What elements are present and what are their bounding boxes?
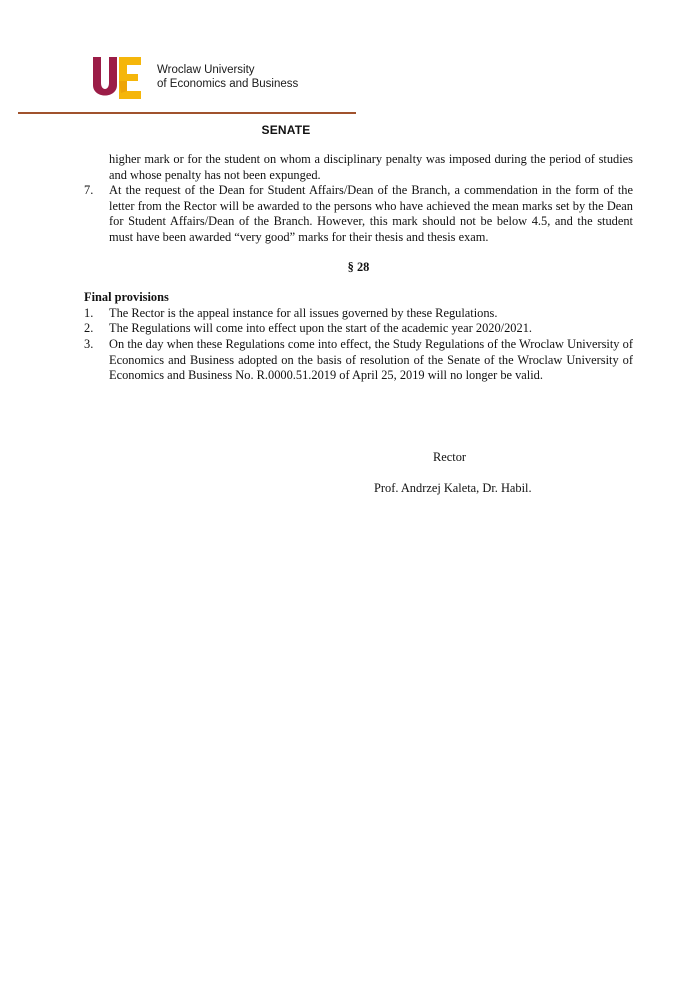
section-number: § 28 bbox=[347, 259, 370, 274]
list-item-number: 1. bbox=[84, 305, 94, 320]
list-item-text: The Rector is the appeal instance for all issues governed by these Regulations. bbox=[109, 305, 498, 320]
continued-paragraph: higher mark or for the student on whom a disciplinary penalty was imposed during the period of studies and whose penalty has not been expunged. bbox=[109, 152, 633, 182]
university-name-line2: of Economics and Business bbox=[157, 78, 299, 90]
list-item bbox=[84, 321, 633, 337]
ue-logo-icon bbox=[92, 55, 142, 101]
list-item-number: 2. bbox=[84, 321, 94, 336]
university-name bbox=[157, 63, 298, 91]
section-heading: Final provisions bbox=[84, 290, 169, 305]
list-item-text: On the day when these Regulations come into effect, the Study Regulations of the Wroclaw University of Economics and Business adopted on the basis of resolution of the Senate of the Wroclaw University of Economics and Business No. R.0000.51.2019 of April 25, 2019 will no longer be valid. bbox=[109, 336, 633, 383]
document-body-label: SENATE bbox=[261, 123, 311, 137]
list-item-text: At the request of the Dean for Student Affairs/Dean of the Branch, a commendation in the form of the letter from the Rector will be awarded to the persons who have achieved the mean marks set by the Dean for Student Affairs/Dean of the Branch. However, this mark should not be below 4.5, and the student must have been awarded “very good” marks for their thesis and thesis exam. bbox=[109, 183, 633, 244]
list-item-number: 7. bbox=[84, 183, 94, 198]
document-content bbox=[84, 152, 633, 384]
list-item-number: 3. bbox=[84, 336, 94, 351]
list-item bbox=[84, 183, 633, 245]
list-item bbox=[84, 306, 633, 322]
header-divider bbox=[18, 112, 356, 114]
list-item-text: The Regulations will come into effect upon the start of the academic year 2020/2021. bbox=[109, 321, 532, 336]
signature-title: Rector bbox=[433, 450, 467, 464]
university-name-line1: Wroclaw University bbox=[157, 64, 255, 76]
signature-name: Prof. Andrzej Kaleta, Dr. Habil. bbox=[374, 481, 532, 495]
list-item bbox=[84, 337, 633, 384]
